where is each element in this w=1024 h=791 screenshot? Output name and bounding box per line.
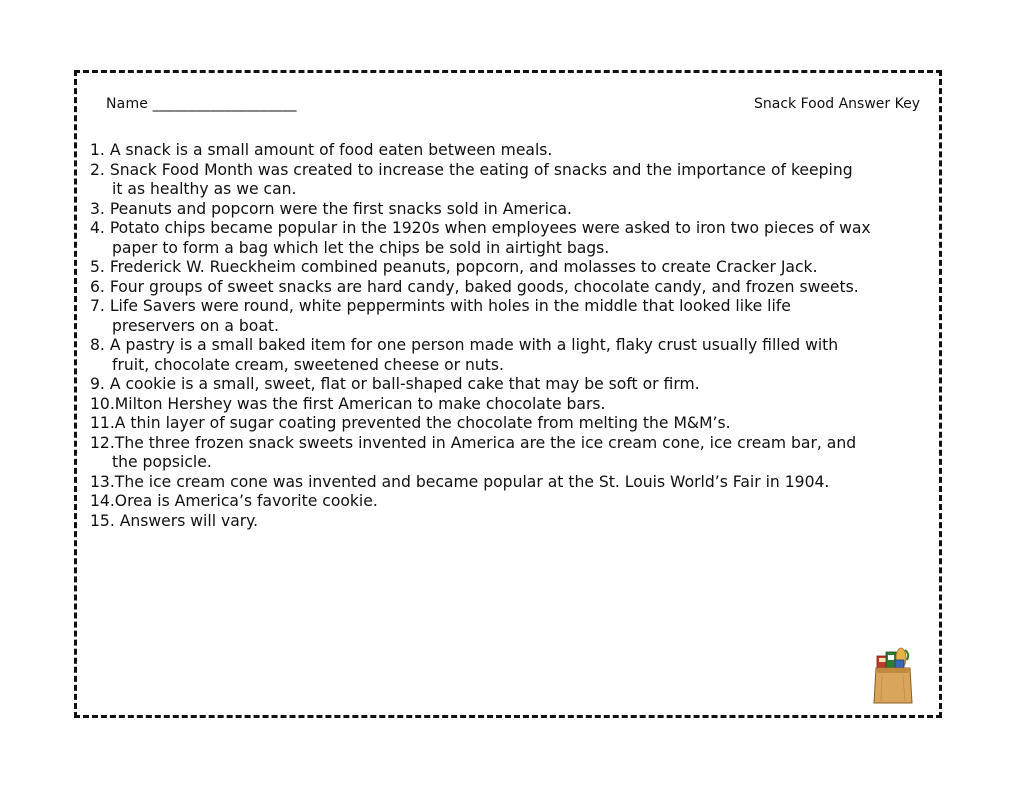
answer-line: 5. Frederick W. Rueckheim combined peanuts, popcorn, and molasses to create Cracker Jack.	[90, 258, 818, 276]
answer-line: 6. Four groups of sweet snacks are hard candy, baked goods, chocolate candy, and frozen sweets.	[90, 277, 859, 296]
answer-line: preservers on a boat.	[112, 316, 279, 335]
answer-item-14	[90, 492, 930, 512]
grocery-bag-icon	[872, 646, 914, 704]
answer-item-10	[90, 395, 930, 415]
answer-item-5	[90, 258, 930, 278]
answer-line: the popsicle.	[112, 453, 212, 471]
answer-item-7	[90, 297, 930, 317]
answer-line: 8. A pastry is a small baked item for one person made with a light, flaky crust usually filled with	[90, 336, 839, 354]
answer-line: 3. Peanuts and popcorn were the first snacks sold in America.	[90, 199, 573, 218]
answer-item-12	[90, 434, 930, 454]
answer-line: paper to form a bag which let the chips be sold in airtight bags.	[112, 238, 610, 257]
answer-line: 13.The ice cream cone was invented and became popular at the St. Louis World’s Fair in 1904.	[90, 472, 830, 491]
page-title: Snack Food Answer Key	[753, 96, 920, 112]
answer-item-12-continued	[90, 453, 930, 473]
answer-line: 12.The three frozen snack sweets invented in America are the ice cream cone, ice cream bar, and	[90, 433, 857, 452]
answer-line: 9. A cookie is a small, sweet, flat or ball-shaped cake that may be soft or firm.	[90, 375, 700, 393]
answer-item-4	[90, 219, 930, 239]
answer-line: fruit, chocolate cream, sweetened cheese or nuts.	[112, 355, 504, 374]
answer-item-8	[90, 336, 930, 356]
answer-list	[90, 141, 930, 531]
answer-item-15	[90, 512, 930, 532]
answer-item-9	[90, 375, 930, 395]
answer-item-13	[90, 473, 930, 493]
answer-item-3	[90, 200, 930, 220]
answer-item-11	[90, 414, 930, 434]
answer-item-8-continued	[90, 356, 930, 376]
answer-line: 15. Answers will vary.	[90, 511, 259, 530]
answer-line: it as healthy as we can.	[112, 180, 297, 198]
answer-item-2-continued	[90, 180, 930, 200]
answer-item-7-continued	[90, 317, 930, 337]
answer-line: 2. Snack Food Month was created to increase the eating of snacks and the importance of keeping	[90, 160, 853, 179]
answer-item-4-continued	[90, 239, 930, 259]
answer-line: 14.Orea is America’s favorite cookie.	[90, 492, 378, 510]
answer-item-2	[90, 161, 930, 181]
answer-item-1	[90, 141, 930, 161]
answer-line: 1. A snack is a small amount of food eaten between meals.	[90, 141, 553, 159]
answer-line: 7. Life Savers were round, white peppermints with holes in the middle that looked like life	[90, 297, 791, 315]
answer-line: 11.A thin layer of sugar coating prevented the chocolate from melting the M&M’s.	[90, 414, 731, 432]
answer-line: 10.Milton Hershey was the first American to make chocolate bars.	[90, 394, 606, 413]
name-field-label: Name ____________________	[106, 96, 297, 112]
answer-item-6	[90, 278, 930, 298]
answer-line: 4. Potato chips became popular in the 1920s when employees were asked to iron two pieces of wax	[90, 219, 871, 237]
